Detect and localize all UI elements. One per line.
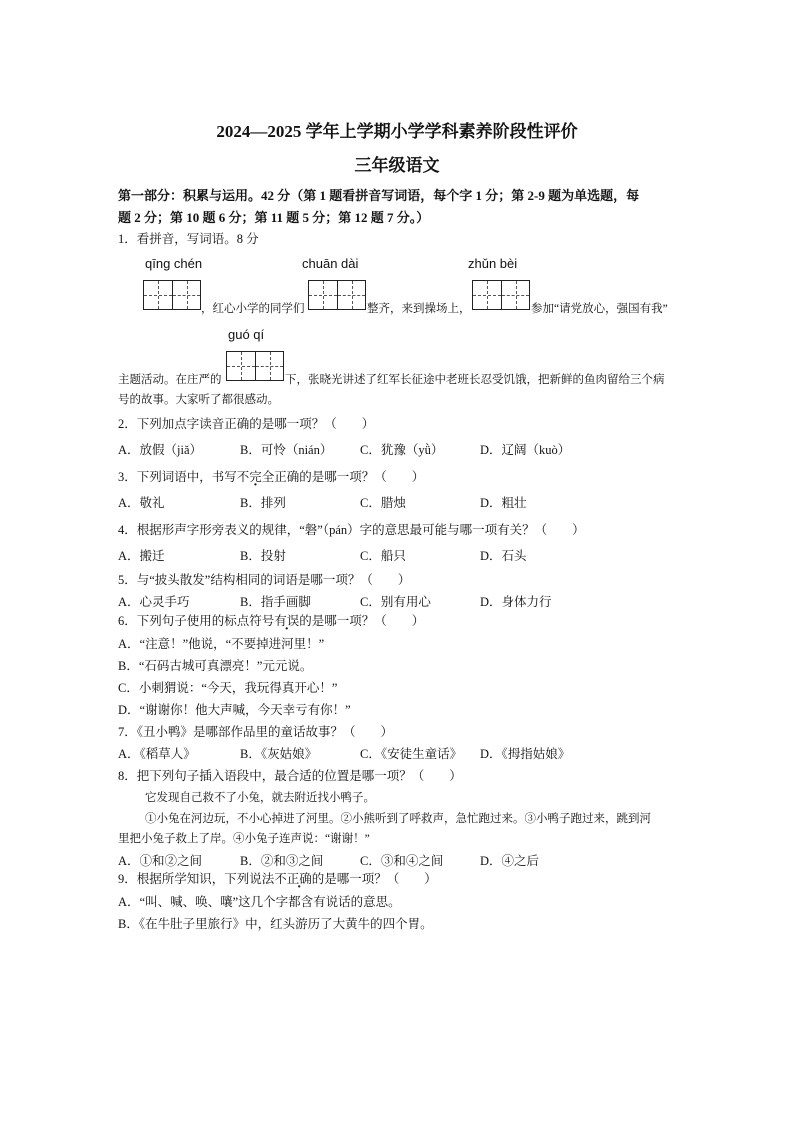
q9-option-a[interactable]: A．“叫、喊、唤、嚷”这几个字都含有说话的意思。 [118,895,401,909]
q4-option-d[interactable]: D．石头 [480,549,527,563]
q1-answer-grid-4[interactable] [226,351,284,381]
q3-option-b[interactable]: B．排列 [240,496,286,510]
q1-text-e: 下，张晓光讲述了红军长征途中老班长忍受饥饿，把新鲜的鱼肉留给三个病 [285,374,665,386]
q2-option-c[interactable]: C．犹豫（yǜ） [360,443,444,457]
q2-option-a[interactable]: A．放假（jiǎ） [118,443,203,457]
q1-text-b: 整齐，来到操场上， [367,303,471,315]
q8-passage-line1: ①小兔在河边玩，不小心掉进了河里。②小熊听到了呼救声，急忙跑过来。③小鸭子跑过来，跳到河 [145,813,651,825]
q4-option-b[interactable]: B．投射 [240,549,286,563]
q6-stem-b: 的是哪一项？（ ） [299,614,425,628]
section-heading-line1: 第一部分：积累与运用。42 分（第 1 题看拼音写词语，每个字 1 分；第 2-9 题为单选题，每 [118,188,640,203]
q9-option-b[interactable]: B．《在牛肚子里旅行》中，红头游历了大黄牛的四个胃。 [118,917,433,931]
q9-stem-emphasis: 正确 [286,872,312,886]
page-title: 2024—2025 学年上学期小学学科素养阶段性评价 [216,122,578,141]
q6-option-d[interactable]: D．“谢谢你！他大声喊，今天幸亏有你！” [118,703,351,717]
q3-stem-b: 全正确的是哪一项？（ ） [261,470,425,484]
q2-option-b[interactable]: B．可怜（nián） [240,443,333,457]
q6-stem-emphasis: 有误 [274,614,300,628]
q1-pinyin-1: qīng chén [145,256,203,271]
q2-option-d[interactable]: D．辽阔（kuò） [480,443,571,457]
q1-pinyin-3: zhǔn bèi [468,256,518,271]
q8-passage-line2: 里把小兔子救上了岸。④小兔子连声说：“谢谢！” [118,833,370,845]
q2-stem: 2．下列加点字读音正确的是哪一项？（ ） [118,417,375,431]
q7-option-c[interactable]: C．《安徒生童话》 [360,747,463,761]
q6-stem-a: 6．下列句子使用的标点符号 [118,614,275,628]
q8-option-a[interactable]: A．①和②之间 [118,854,203,868]
q9-stem-a: 9．根据所学知识，下列说法不 [118,872,287,886]
q1-pinyin-2: chuān dài [302,256,359,271]
q4-stem: 4．根据形声字形旁表义的规律，“磐”（pán）字的意思最可能与哪一项有关？（ ） [118,523,585,537]
q5-option-c[interactable]: C．别有用心 [360,595,431,609]
q3-option-a[interactable]: A．敬礼 [118,496,165,510]
q7-stem: 7．《丑小鸭》是哪部作品里的童话故事？（ ） [118,725,394,739]
q1-text-a: ，红心小学的同学们 [201,303,305,315]
section-heading-line2: 题 2 分；第 10 题 6 分；第 11 题 5 分；第 12 题 7 分。） [118,210,430,225]
q8-option-d[interactable]: D．④之后 [480,854,540,868]
q9-stem [118,869,437,887]
q1-text-d: 主题活动。在庄严的 [118,374,222,386]
q1-answer-grid-2[interactable] [308,280,366,310]
q5-option-a[interactable]: A．心灵手巧 [118,595,190,609]
q5-option-d[interactable]: D．身体力行 [480,595,552,609]
q3-stem-emphasis: 完 [249,470,262,484]
q1-answer-grid-1[interactable] [143,280,201,310]
q7-option-b[interactable]: B．《灰姑娘》 [240,747,318,761]
q7-option-d[interactable]: D．《拇指姑娘》 [480,747,571,761]
q5-stem: 5．与“披头散发”结构相同的词语是哪一项？（ ） [118,573,411,587]
q6-stem [118,611,424,629]
q4-option-c[interactable]: C．船只 [360,549,406,563]
q3-stem-a: 3．下列词语中，书写不 [118,470,250,484]
q6-option-b[interactable]: B．“石码古城可真漂亮！”元元说。 [118,659,313,673]
q5-option-b[interactable]: B．指手画脚 [240,595,311,609]
q1-text-c: 参加“请党放心，强国有我” [531,303,668,315]
q1-text-f: 号的故事。大家听了都很感动。 [118,394,279,406]
q8-option-b[interactable]: B．②和③之间 [240,854,324,868]
q7-option-a[interactable]: A．《稻草人》 [118,747,196,761]
q9-stem-b: 的是哪一项？（ ） [311,872,437,886]
q1-pinyin-4: guó qí [228,327,265,342]
q1-answer-grid-3[interactable] [472,280,530,310]
q4-option-a[interactable]: A．搬迁 [118,549,165,563]
q6-option-c[interactable]: C．小刺猬说：“今天，我玩得真开心！” [118,681,338,695]
q1-stem: 1．看拼音，写词语。8 分 [118,232,259,246]
q3-option-d[interactable]: D．粗壮 [480,496,527,510]
q8-stem: 8．把下列句子插入语段中，最合适的位置是哪一项？（ ） [118,769,462,783]
q6-option-a[interactable]: A．“注意！”他说，“不要掉进河里！” [118,637,325,651]
q3-option-c[interactable]: C．腊烛 [360,496,406,510]
q3-stem [118,467,424,485]
q8-sentence: 它发现自己救不了小兔，就去附近找小鸭子。 [145,792,375,804]
page-subtitle: 三年级语文 [354,156,440,175]
q8-option-c[interactable]: C．③和④之间 [360,854,444,868]
